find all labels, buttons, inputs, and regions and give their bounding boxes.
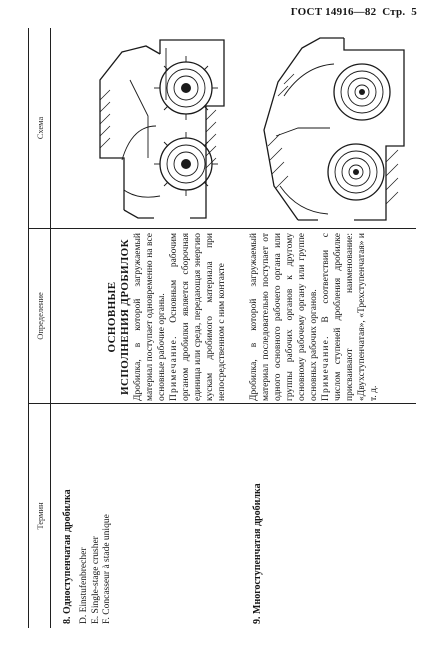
entry-9-term-cell [248,404,288,626]
entry-8-translation-de: D. Einstufenbrecher [79,547,89,624]
entry-9-rotor-lower [328,144,384,200]
header-cell-scheme [30,28,50,228]
entry-8-term-cell [58,404,128,626]
entry-8-note [168,233,228,401]
page-header [291,6,417,18]
entry-9-definition: Дробилка, в которой загружаемый материал последовательно поступает от одного основного рабочего органа или группы рабочих органов к другому основному рабочему органу или группе основных рабочих органов. [249,233,319,401]
section-heading-line-1: ОСНОВНЫЕ [106,281,118,353]
entry-9-note-text: В соответствии с числом ступеней дробления дробилке присваивают наименование: «Двухступенчатая», «Трехступенчатая» и т. д. [321,232,379,401]
entry-8-definition: Дробилка, в которой загружаемый материал поступает одновременно на все основные рабочие органы. [133,233,167,401]
entry-8-term [62,406,74,624]
page-label: Стр. [382,6,406,18]
entry-9-note-label: Примечание. [321,335,331,401]
entry-8-translation-en: E. Single-stage crusher [90,536,101,624]
terms-table [28,28,416,628]
entry-9-definition-cell [246,229,406,403]
entry-9-scheme-diagram [258,36,408,222]
header-divider [50,28,51,628]
entry-8-note-text: Основным рабочим органом дробилки является сборочная единица или среда, передающая энергию кускам дробимого материала при непосредственном с ним контакте [169,233,227,401]
entry-8-number: 8. [62,616,73,624]
header-term: Термин [35,502,45,530]
header-cell-definition [30,229,50,403]
entry-9-rotor-upper [334,64,390,120]
page-number: 5 [411,6,417,18]
entry-8-translation-fr: F. Concasseur à stade unique [102,514,112,624]
entry-8-note-label: Примечание. [169,335,179,401]
section-heading-line-2: ИСПОЛНЕНИЯ ДРОБИЛОК [119,239,131,395]
entry-9-number: 9. [252,616,263,624]
entry-8-scheme-diagram [94,40,229,220]
entry-8-definition-cell [104,229,227,403]
entry-9-term-text: Многоступенчатая дробилка [252,483,263,614]
entry-9-term [252,406,264,624]
standard-number: ГОСТ 14916—82 [290,6,377,18]
header-scheme: Схема [35,116,45,140]
entry-8-section-heading [106,233,132,401]
entry-8-rotor-upper [154,56,218,120]
header-definition: Определение [35,292,45,340]
entry-9-note [320,233,380,401]
entry-8-term-text: Одноступенчатая дробилка [62,489,73,614]
header-cell-term [30,404,50,628]
